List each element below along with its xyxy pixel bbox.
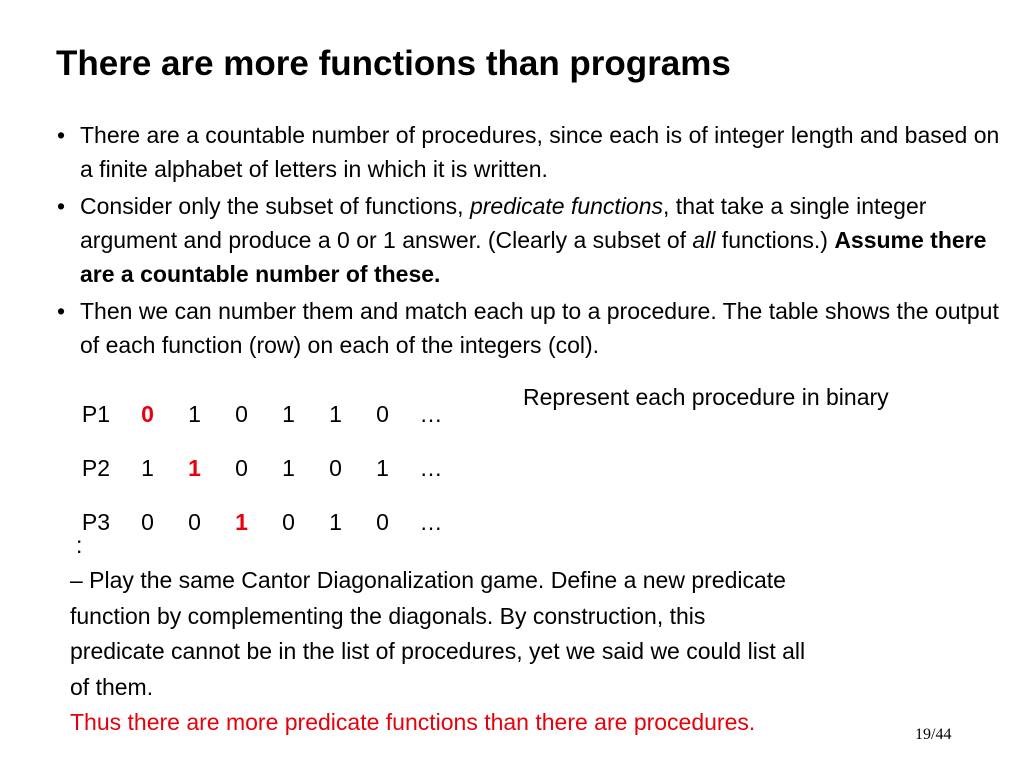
- bit-cell: 0: [376, 508, 389, 535]
- table-row: [68, 495, 456, 549]
- bullet-item-table-explanation: [56, 294, 1018, 362]
- binary-representation-note: Represent each procedure in binary: [523, 384, 889, 410]
- procedure-label: P2: [81, 454, 111, 481]
- bit-cell: 0: [235, 454, 248, 481]
- table-row: [68, 387, 456, 441]
- italic-term-all: all: [692, 227, 716, 253]
- bit-cell: 1: [376, 454, 389, 481]
- bit-cell: 1: [141, 454, 154, 481]
- bullet-item-predicate-functions: [56, 189, 1018, 291]
- bullet-text-part: functions.): [715, 227, 835, 253]
- bullet-marker: •: [57, 298, 66, 324]
- bit-cell: 0: [235, 400, 248, 427]
- page-number: 19/44: [915, 726, 952, 743]
- bullet-text-part: Consider only the subset of functions,: [80, 193, 470, 219]
- row-ellipsis: …: [419, 400, 443, 427]
- bit-cell: 0: [188, 508, 201, 535]
- bit-cell: 1: [282, 400, 295, 427]
- diagonal-bit-cell: 1: [188, 454, 201, 481]
- italic-term-predicate-functions: predicate functions: [469, 193, 664, 219]
- bullet-text: Then we can number them and match each up to a procedure. The table shows the output of each function (row) on each of the integers (col).: [80, 298, 999, 358]
- bullet-text-part: , that take a single integer argument and produce a 0 or 1 answer. (Clearly a subset of: [80, 193, 927, 253]
- bullet-marker: •: [57, 193, 66, 219]
- conclusion-block: [70, 563, 1000, 741]
- bold-assumption: Assume there are a countable number of these.: [80, 227, 987, 287]
- bullet-text: There are a countable number of procedures, since each is of integer length and based on a finite alphabet of letters in which it is written.: [80, 122, 1000, 182]
- bit-cell: 0: [376, 400, 389, 427]
- bit-cell: 0: [282, 508, 295, 535]
- slide-title: There are more functions than programs: [56, 44, 731, 83]
- bullet-marker: •: [57, 122, 66, 148]
- conclusion-highlight: Thus there are more predicate functions than there are procedures.: [70, 709, 756, 735]
- diagonal-bit-cell: 1: [235, 508, 248, 535]
- table-continuation-dots: :: [76, 532, 83, 558]
- bit-cell: 1: [282, 454, 295, 481]
- bit-cell: 1: [329, 400, 342, 427]
- diagonal-bit-cell: 0: [141, 400, 154, 427]
- row-ellipsis: …: [419, 508, 443, 535]
- bullet-item-countable-procedures: [56, 118, 1018, 186]
- conclusion-line: function by complementing the diagonals. By construction, this: [70, 602, 706, 629]
- bit-cell: 1: [329, 508, 342, 535]
- conclusion-line: predicate cannot be in the list of procedures, yet we said we could list all: [70, 638, 806, 664]
- procedure-output-table: [68, 387, 456, 549]
- conclusion-line: – Play the same Cantor Diagonalization game. Define a new predicate: [70, 567, 786, 593]
- bit-cell: 0: [329, 454, 342, 481]
- procedure-label: P3: [81, 508, 111, 535]
- table-row: [68, 441, 456, 495]
- row-ellipsis: …: [419, 454, 443, 481]
- bit-cell: 0: [141, 508, 154, 535]
- bit-cell: 1: [188, 400, 201, 427]
- procedure-label: P1: [81, 400, 111, 427]
- bullet-list: [56, 118, 1018, 365]
- conclusion-line: of them.: [70, 673, 154, 700]
